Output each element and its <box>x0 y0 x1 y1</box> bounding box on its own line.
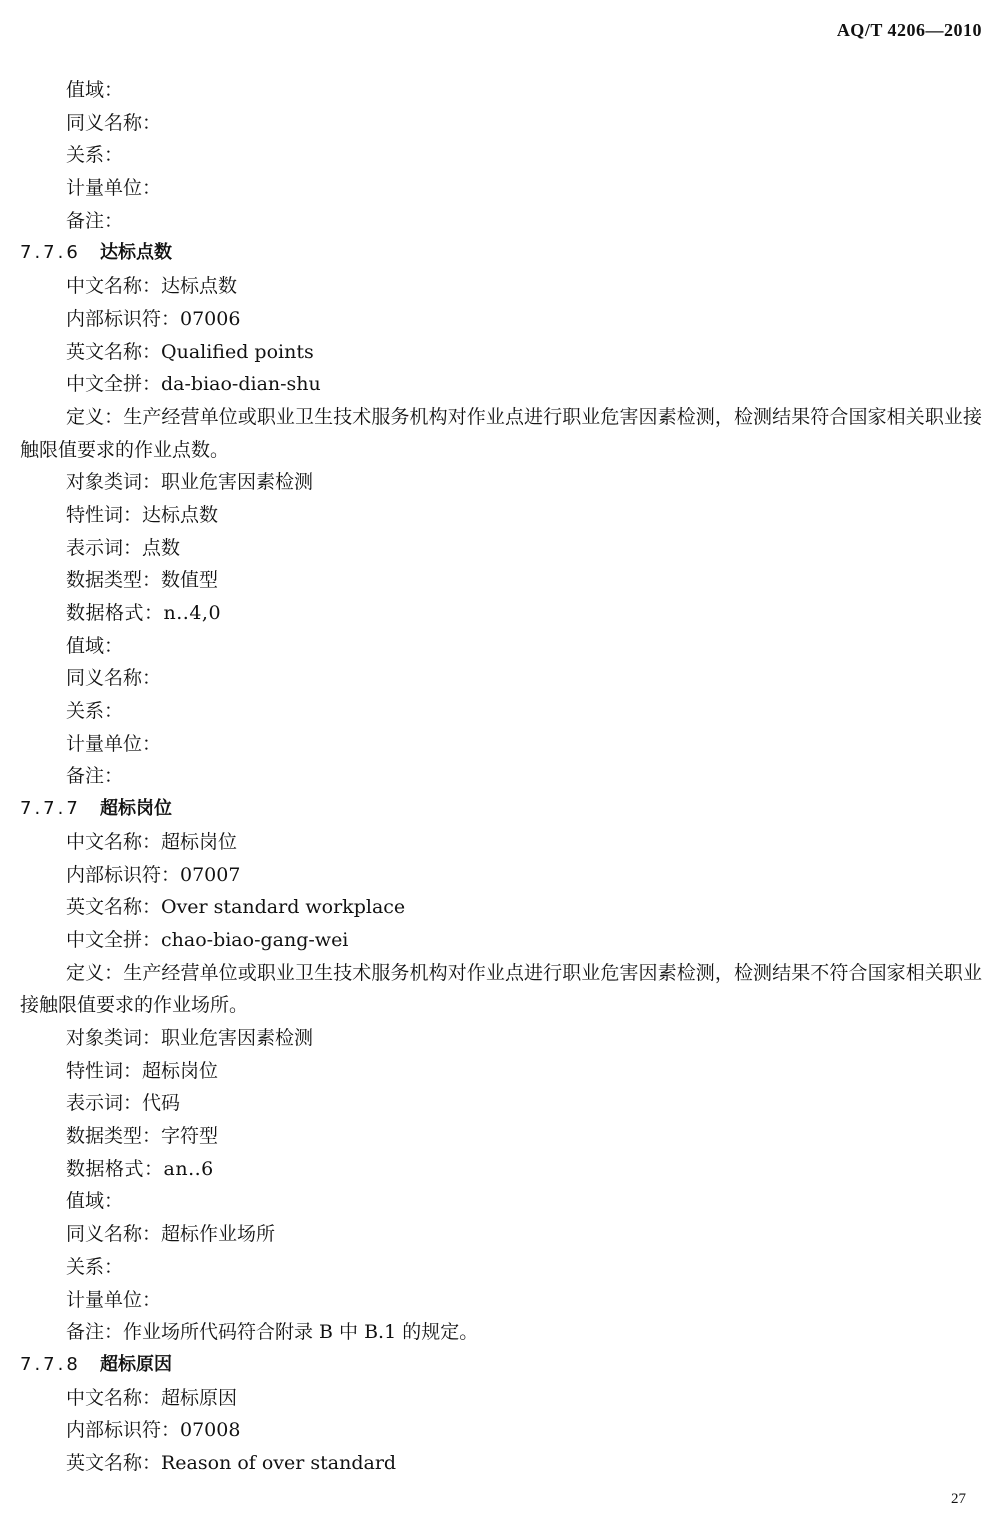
field-internal-id: 内部标识符：07006 <box>66 307 241 330</box>
field-chinese-name: 中文名称：超标岗位 <box>66 830 238 853</box>
section-title: 超标原因 <box>100 1353 172 1375</box>
section-number: 7.7.8 <box>20 1353 81 1375</box>
field-english-name: 英文名称：Qualified points <box>66 340 314 363</box>
field-value-domain: 值域： <box>66 634 124 657</box>
field-unit: 计量单位： <box>66 1288 162 1311</box>
field-english-name: 英文名称：Reason of over standard <box>66 1451 397 1474</box>
field-relation: 关系： <box>66 700 124 723</box>
field-value-domain: 值域： <box>66 79 124 101</box>
document-code-header: AQ/T 4206—2010 <box>836 20 982 40</box>
field-value-domain: 值域： <box>66 1190 124 1213</box>
field-object-term: 对象类词：职业危害因素检测 <box>66 471 314 494</box>
field-note: 备注： <box>66 209 124 232</box>
field-pinyin: 中文全拼：chao-biao-gang-wei <box>66 928 349 951</box>
field-definition: 定义：生产经营单位或职业卫生技术服务机构对作业点进行职业危害因素检测，检测结果不符合国家相关职业接触限值要求的作业场所。 <box>20 961 982 1017</box>
section-number: 7.7.6 <box>20 242 81 264</box>
field-note: 备注： <box>66 765 124 788</box>
field-object-term: 对象类词：职业危害因素检测 <box>66 1027 314 1049</box>
field-pinyin: 中文全拼：da-biao-dian-shu <box>66 373 321 396</box>
field-unit: 计量单位： <box>66 732 162 755</box>
field-synonyms: 同义名称：超标作业场所 <box>66 1223 276 1246</box>
field-representation-term: 表示词：代码 <box>66 1092 181 1115</box>
field-property-term: 特性词：达标点数 <box>66 503 219 526</box>
field-relation: 关系： <box>66 144 124 167</box>
field-english-name: 英文名称：Over standard workplace <box>66 896 406 919</box>
field-relation: 关系： <box>66 1255 124 1278</box>
field-chinese-name: 中文名称：达标点数 <box>66 275 238 298</box>
field-definition: 定义：生产经营单位或职业卫生技术服务机构对作业点进行职业危害因素检测，检测结果符合国家相关职业接触限值要求的作业点数。 <box>20 405 982 461</box>
section-heading-7-7-8 <box>20 1349 982 1382</box>
field-synonyms: 同义名称： <box>66 667 162 690</box>
field-internal-id: 内部标识符：07007 <box>66 863 241 886</box>
field-unit: 计量单位： <box>66 177 162 200</box>
field-synonyms: 同义名称： <box>66 111 162 134</box>
page-number: 27 <box>951 1491 966 1507</box>
field-internal-id: 内部标识符：07008 <box>66 1419 241 1442</box>
section-heading-7-7-7 <box>20 793 982 826</box>
section-title: 超标岗位 <box>100 798 172 820</box>
field-data-format: 数据格式：an..6 <box>66 1157 214 1180</box>
section-title: 达标点数 <box>100 242 172 264</box>
field-data-type: 数据类型：字符型 <box>66 1125 219 1148</box>
section-number: 7.7.7 <box>20 798 81 820</box>
section-heading-7-7-6 <box>20 237 982 270</box>
document-body <box>20 74 982 1480</box>
field-property-term: 特性词：超标岗位 <box>66 1059 219 1082</box>
field-data-format: 数据格式：n..4,0 <box>66 602 222 625</box>
field-representation-term: 表示词：点数 <box>66 536 181 559</box>
field-note: 备注：作业场所代码符合附录 B 中 B.1 的规定。 <box>66 1321 479 1344</box>
field-data-type: 数据类型：数值型 <box>66 569 219 592</box>
field-chinese-name: 中文名称：超标原因 <box>66 1386 238 1409</box>
